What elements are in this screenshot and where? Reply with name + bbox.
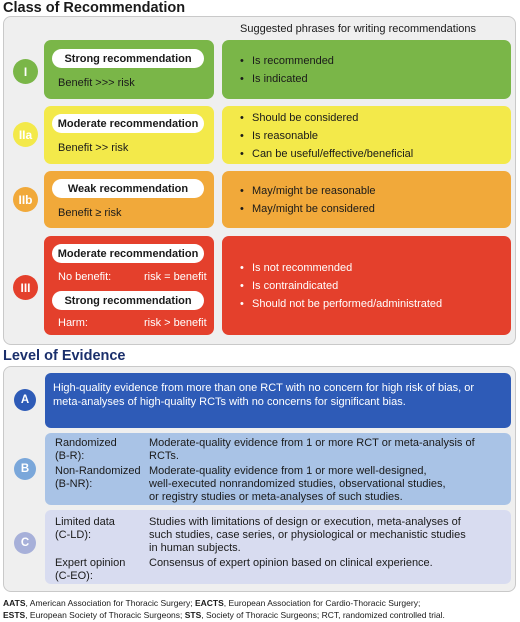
footnote-line-2 — [3, 609, 445, 621]
class-iia-risk: Benefit >> risk — [58, 142, 129, 154]
level-a-id: A — [20, 394, 30, 406]
class-iib-box — [44, 171, 214, 228]
phrase-item: • Is recommended — [240, 52, 334, 70]
level-of-evidence-panel — [3, 366, 516, 592]
footnote-line-1 — [3, 597, 420, 609]
class-iii-pill-moderate: Moderate recommendation — [52, 244, 204, 263]
class-iib-risk: Benefit ≥ risk — [58, 207, 122, 219]
class-iia-box — [44, 106, 214, 164]
phrase-item: • Is reasonable — [240, 127, 413, 145]
abbr-sts-def: , Society of Thoracic Surgeons; RCT, randomized controlled trial. — [201, 610, 445, 620]
level-a-circle — [14, 389, 36, 411]
level-a-line-2: meta-analyses of high-quality RCTs with no concerns for significant bias. — [53, 396, 406, 408]
phrase-item: • May/might be considered — [240, 200, 376, 218]
class-iii-circle — [13, 275, 38, 300]
phrase-item: • Should not be performed/administrated — [240, 295, 442, 313]
class-iia-id: IIa — [18, 127, 33, 142]
level-c-eo-label-2: (C-EO): — [55, 570, 93, 582]
class-iib-phrases — [222, 171, 511, 228]
level-b-id: B — [20, 463, 30, 475]
class-iia-circle — [13, 122, 38, 147]
phrase-item: • Is not recommended — [240, 259, 442, 277]
level-b-r-desc-2: RCTs. — [149, 450, 179, 462]
class-of-recommendation-panel — [3, 16, 516, 345]
abbr-eacts: EACTS — [194, 598, 224, 608]
class-iib-id: IIb — [18, 192, 33, 207]
class-iib-pill: Weak recommendation — [52, 179, 204, 198]
class-i-risk: Benefit >>> risk — [58, 77, 135, 89]
class-iii-pill-strong: Strong recommendation — [52, 291, 204, 310]
class-of-recommendation-title: Class of Recommendation — [3, 0, 186, 16]
class-iii-no-benefit-label: No benefit: — [58, 271, 112, 283]
abbr-aats: AATS — [3, 598, 26, 608]
abbr-sts: STS — [184, 610, 202, 620]
level-b-nr-desc-1: Moderate-quality evidence from 1 or more well-designed, — [149, 465, 427, 477]
level-b-circle — [14, 458, 36, 480]
phrase-item: • Can be useful/effective/beneficial — [240, 145, 413, 163]
class-iib-circle — [13, 187, 38, 212]
level-a-line-1: High-quality evidence from more than one RCT with no concern for high risk of bias, or — [53, 382, 475, 394]
class-iii-harm-value: risk > benefit — [144, 317, 207, 329]
level-b-r-label-2: (B-R): — [55, 450, 85, 462]
level-c-box — [45, 510, 511, 584]
abbr-eacts-def: , European Association for Cardio-Thoracic Surgery; — [223, 598, 421, 608]
phrase-item: • Is contraindicated — [240, 277, 442, 295]
abbr-aats-def: , American Association for Thoracic Surgery; — [25, 598, 195, 608]
suggested-phrases-heading: Suggested phrases for writing recommendations — [240, 23, 477, 35]
level-b-nr-label-2: (B-NR): — [55, 478, 93, 490]
class-iii-no-benefit-value: risk = benefit — [144, 271, 207, 283]
class-iii-phrases — [222, 236, 511, 335]
level-b-nr-desc-3: or registry studies or meta-analyses of such studies. — [149, 491, 403, 503]
level-c-ld-desc-2: such studies, case series, or physiological or mechanistic studies — [149, 529, 466, 541]
level-of-evidence-title: Level of Evidence — [3, 348, 126, 364]
level-c-ld-label-2: (C-LD): — [55, 529, 92, 541]
level-b-r-desc-1: Moderate-quality evidence from 1 or more RCT or meta-analysis of — [149, 437, 475, 449]
phrase-item: • May/might be reasonable — [240, 182, 376, 200]
class-i-box — [44, 40, 214, 99]
class-i-phrases — [222, 40, 511, 99]
level-c-eo-desc-1: Consensus of expert opinion based on clinical experience. — [149, 557, 433, 569]
level-c-ld-desc-1: Studies with limitations of design or execution, meta-analyses of — [149, 516, 461, 528]
class-iia-pill: Moderate recommendation — [52, 114, 204, 133]
phrase-item: • Should be considered — [240, 109, 413, 127]
level-a-box — [45, 373, 511, 428]
class-iia-phrases — [222, 106, 511, 164]
class-i-pill: Strong recommendation — [52, 49, 204, 68]
abbr-ests: ESTS — [3, 610, 26, 620]
level-c-ld-label-1: Limited data — [55, 516, 115, 528]
level-b-nr-label-1: Non-Randomized — [55, 465, 141, 477]
class-i-circle — [13, 59, 38, 84]
phrase-item: • Is indicated — [240, 70, 334, 88]
level-c-id: C — [20, 537, 30, 549]
class-i-id: I — [23, 64, 28, 79]
class-iii-harm-label: Harm: — [58, 317, 88, 329]
class-iii-id: III — [20, 280, 31, 295]
class-iii-box — [44, 236, 214, 335]
level-c-eo-label-1: Expert opinion — [55, 557, 126, 569]
level-b-nr-desc-2: well-executed nonrandomized studies, observational studies, — [149, 478, 446, 490]
level-b-box — [45, 433, 511, 505]
level-b-r-label-1: Randomized — [55, 437, 117, 449]
level-c-ld-desc-3: in human subjects. — [149, 542, 241, 554]
level-c-circle — [14, 532, 36, 554]
abbr-ests-def: , European Society of Thoracic Surgeons; — [25, 610, 185, 620]
